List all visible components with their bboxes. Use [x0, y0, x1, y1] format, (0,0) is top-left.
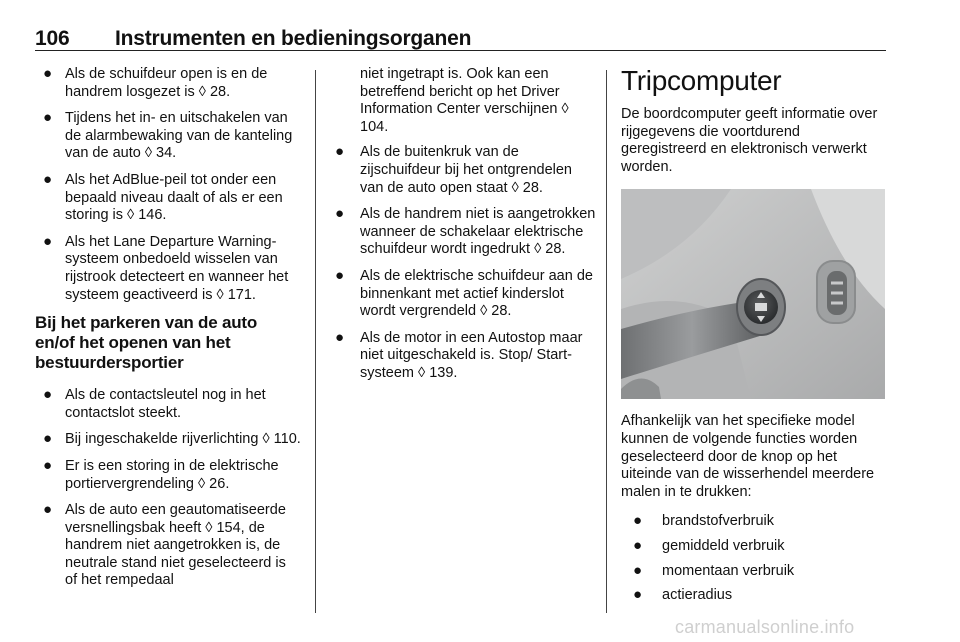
bullet: ●	[43, 430, 53, 448]
list-item: ● Als de auto een geautomatiseerde versnellingsbak heeft ◊ 154, de handrem niet aangetrokken is, de neutrale stand niet geselecteerd is of het rempedaal	[43, 501, 286, 589]
bullet: ●	[43, 170, 53, 188]
list-item: ● Als het AdBlue-peil tot onder een bepaald niveau daalt of als er een storing is ◊ 146.	[43, 170, 283, 224]
warning-list-top	[35, 66, 301, 304]
continued-text: niet ingetrapt is. Ook kan een betreffend bericht op het Driver Information Center verschijnen ◊ 104.	[360, 66, 569, 135]
bullet: ●	[633, 561, 643, 579]
wiper-lever-photo	[621, 189, 885, 399]
bullet: ●	[335, 205, 345, 223]
watermark: carmanualsonline.info	[675, 617, 855, 637]
warning-list-continued	[330, 144, 596, 382]
list-item: ● Bij ingeschakelde rijverlichting ◊ 110.	[43, 430, 301, 448]
bullet: ●	[633, 512, 643, 530]
list-item: ● Als de handrem niet is aangetrokken wanneer de schakelaar elektrische schuifdeur wordt ingedrukt ◊ 28.	[335, 205, 596, 258]
list-item: ● Als de contactsleutel nog in het contactslot steekt.	[43, 386, 266, 421]
bullet: ●	[43, 501, 53, 519]
column-2	[330, 66, 596, 392]
warning-list-bottom	[35, 387, 301, 590]
list-item: ● Als de motor in een Autostop maar niet uitgeschakeld is. Stop/ Start-systeem ◊ 139.	[335, 328, 583, 381]
list-item: ● Als de elektrische schuifdeur aan de binnenkant met actief kinderslot wordt vergrendeld ◊ 28.	[335, 266, 593, 320]
list-item: ● Als de buitenkruk van de zijschuifdeur bij het ontgrendelen van de auto open staat ◊ 28.	[335, 143, 572, 196]
list-item: ● Er is een storing in de elektrische portiervergrendeling ◊ 26.	[43, 456, 279, 492]
body-paragraph: Afhankelijk van het specifieke model kunnen de volgende functies worden geselecteerd door de knop op het uiteinde van de wisserhendel meerdere malen in te drukken:	[621, 413, 875, 500]
bullet: ●	[633, 586, 643, 604]
bullet: ●	[335, 143, 345, 161]
column-divider-1	[315, 70, 316, 613]
column-3	[621, 66, 888, 612]
column-divider-2	[606, 70, 607, 613]
column-1	[35, 66, 301, 599]
section-heading: Bij het parkeren van de auto en/of het openen van het bestuurdersportier	[35, 313, 258, 373]
list-item: ● Tijdens het in- en uitschakelen van de alarmbewaking van de kanteling van de auto ◊ 34.	[43, 109, 293, 162]
bullet: ●	[43, 109, 53, 127]
list-item: ● brandstofverbruik	[633, 512, 775, 530]
header-rule	[35, 50, 886, 51]
bullet: ●	[633, 536, 643, 554]
bullet: ●	[43, 65, 53, 82]
page-title: Instrumenten en bedieningsorganen	[115, 27, 472, 50]
bullet: ●	[43, 232, 53, 250]
bullet: ●	[43, 386, 53, 404]
list-item: ● Als de schuifdeur open is en de handrem losgezet is ◊ 28.	[43, 65, 268, 100]
list-item: ● Als het Lane Departure Warning-systeem onbedoeld wisselen van rijstrook detecteert en wanneer het systeem geactiveerd is ◊ 171.	[43, 232, 289, 303]
bullet: ●	[335, 328, 345, 346]
bullet: ●	[335, 266, 345, 284]
function-list	[621, 513, 888, 604]
intro-paragraph: De boordcomputer geeft informatie over rijgegevens die voortdurend geregistreerd en elektronisch verwerkt worden.	[621, 106, 878, 175]
page-number: 106	[35, 27, 70, 50]
list-item: ● actieradius	[633, 586, 733, 604]
list-item: ● momentaan verbruik	[633, 561, 795, 579]
list-item: ● gemiddeld verbruik	[633, 536, 785, 554]
section-title: Tripcomputer	[621, 65, 782, 96]
bullet: ●	[43, 456, 53, 474]
